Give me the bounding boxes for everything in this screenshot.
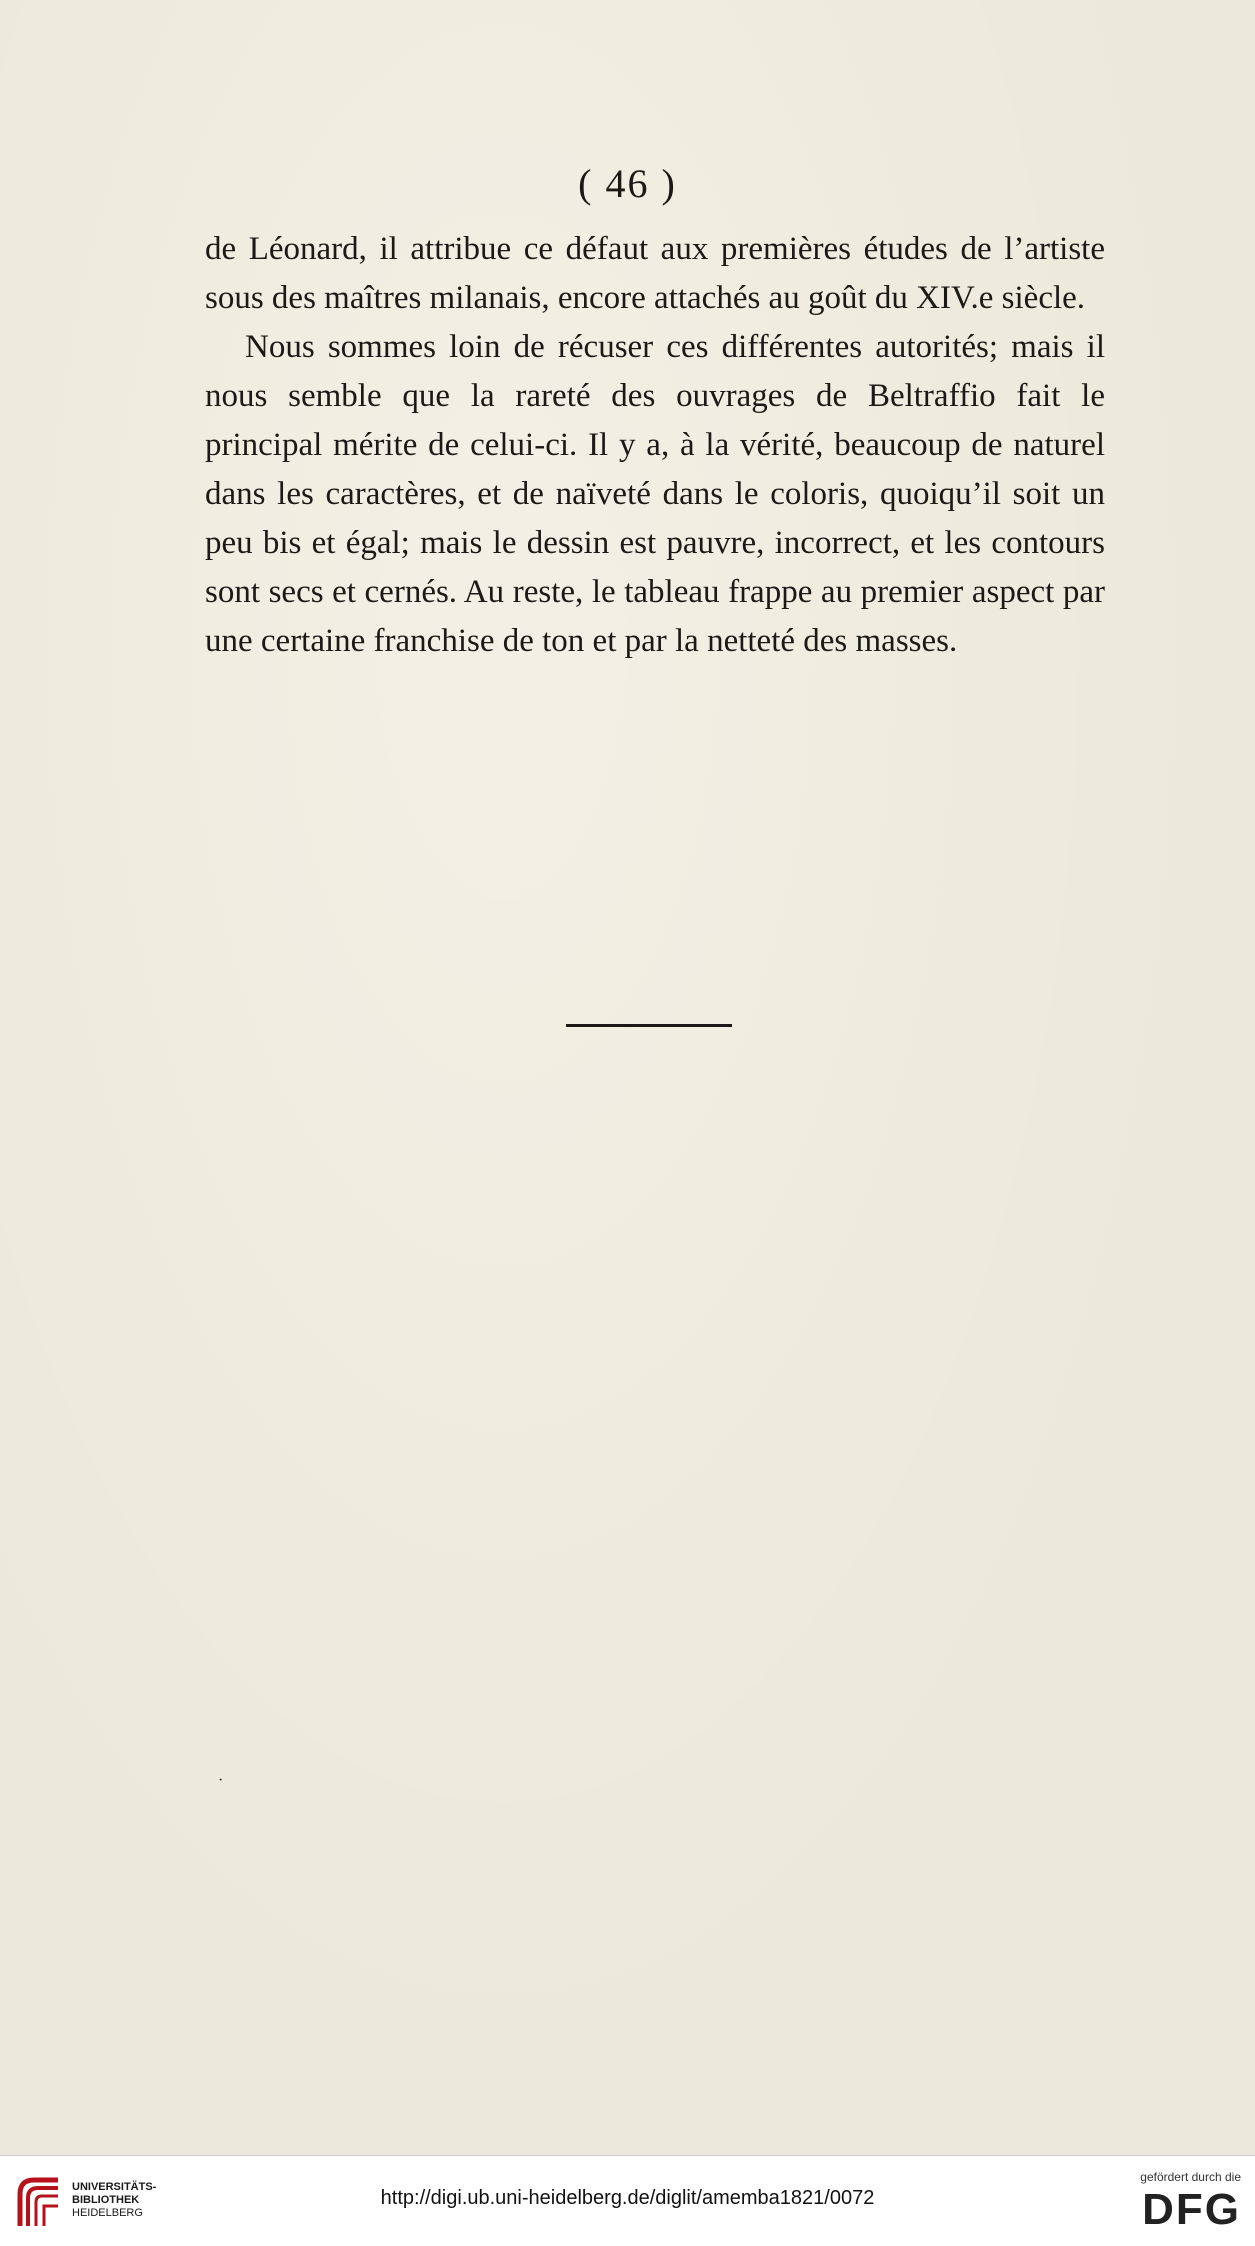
institution-line-3: HEIDELBERG (72, 2207, 143, 2219)
footer-bar (0, 2155, 1255, 2246)
institution-line-2: BIBLIOTHEK (72, 2194, 140, 2206)
paragraph-2: Nous sommes loin de récuser ces différentes autorités; mais il nous semble que la rareté des ouvrages de Beltraffio fait le principal mérite de celui-ci. Il y a, à la vérité, beaucoup de naturel dans les caractères, et de naïveté dans le coloris, quoiqu’il soit un peu bis et égal; mais le dessin est pauvre, incorrect, et les contours sont secs et cernés. Au reste, le tableau frappe au premier aspect par une certaine franchise de ton et par la netteté des masses. (205, 329, 1105, 659)
dfg-logo: DFG (1142, 2185, 1241, 2234)
page-number: ( 46 ) (578, 161, 677, 206)
ink-speck: · (218, 1772, 224, 1789)
funder-caption: gefördert durch die (1140, 2170, 1241, 2184)
permalink-url[interactable]: http://digi.ub.uni-heidelberg.de/diglit/amemba1821/0072 (380, 2187, 875, 2209)
institution-line-1: UNIVERSITÄTS- (72, 2181, 157, 2193)
paragraph-1: de Léonard, il attribue ce défaut aux premières études de l’artiste sous des maîtres milanais, encore attachés au goût du XIV.e siècle. (205, 231, 1105, 316)
body-text (205, 225, 1105, 666)
section-divider (566, 1024, 732, 1027)
